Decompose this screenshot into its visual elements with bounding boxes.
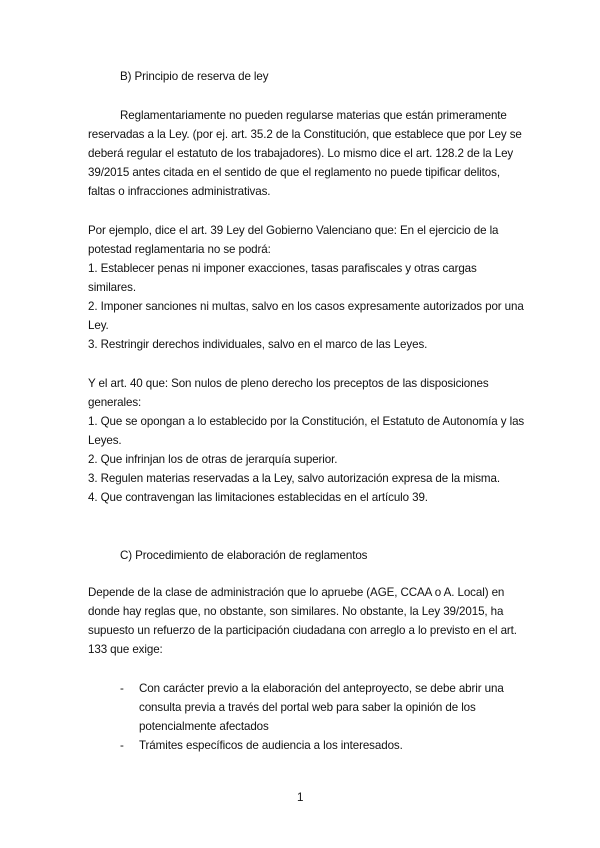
section-b-heading: B) Principio de reserva de ley [120,70,269,83]
paragraph-line: deberá regular el estatuto de los trabajadores). Lo mismo dice el art. 128.2 de la Ley [88,147,514,160]
section-c-heading: C) Procedimiento de elaboración de reglamentos [120,549,368,562]
paragraph-line: reservadas a la Ley. (por ej. art. 35.2 de la Constitución, que establece que por Ley se [88,128,522,141]
list-item: 3. Restringir derechos individuales, salvo en el marco de las Leyes. [88,338,428,351]
paragraph-line: Depende de la clase de administración que lo apruebe (AGE, CCAA o A. Local) en [88,586,505,599]
list-item: 1. Que se opongan a lo establecido por la Constitución, el Estatuto de Autonomía y las [88,415,525,428]
list-item: 2. Que infrinjan los de otras de jerarquía superior. [88,453,338,466]
list-item: 1. Establecer penas ni imponer exacciones, tasas parafiscales y otras cargas [88,262,477,275]
bullet-item-line: Trámites específicos de audiencia a los interesados. [139,739,403,752]
list-item: Leyes. [88,434,122,447]
list-item: 3. Regulen materias reservadas a la Ley, salvo autorización expresa de la misma. [88,472,500,485]
paragraph-line: Y el art. 40 que: Son nulos de pleno derecho los preceptos de las disposiciones [88,377,489,390]
paragraph-line: generales: [88,396,142,409]
list-item: Ley. [88,319,109,332]
paragraph-line: faltas o infracciones administrativas. [88,185,271,198]
bullet-item-line: consulta previa a través del portal web para saber la opinión de los [139,701,476,714]
list-item: 2. Imponer sanciones ni multas, salvo en los casos expresamente autorizados por una [88,300,524,313]
paragraph-line: 133 que exige: [88,643,163,656]
paragraph-line: Reglamentariamente no pueden regularse materias que están primeramente [120,109,507,122]
paragraph-line: supuesto un refuerzo de la participación ciudadana con arreglo a lo previsto en el art. [88,624,517,637]
paragraph-line: Por ejemplo, dice el art. 39 Ley del Gobierno Valenciano que: En el ejercicio de la [88,224,499,237]
bullet-item-line: potencialmente afectados [139,720,269,733]
bullet-dash: - [120,682,124,695]
list-item: similares. [88,281,136,294]
paragraph-line: 39/2015 antes citada en el sentido de que el reglamento no puede tipificar delitos, [88,166,500,179]
list-item: 4. Que contravengan las limitaciones establecidas en el artículo 39. [88,491,428,504]
bullet-dash: - [120,739,124,752]
paragraph-line: donde hay reglas que, no obstante, son similares. No obstante, la Ley 39/2015, ha [88,605,504,618]
paragraph-line: potestad reglamentaria no se podrá: [88,243,271,256]
bullet-item-line: Con carácter previo a la elaboración del anteproyecto, se debe abrir una [139,682,504,695]
page-number: 1 [297,791,304,804]
